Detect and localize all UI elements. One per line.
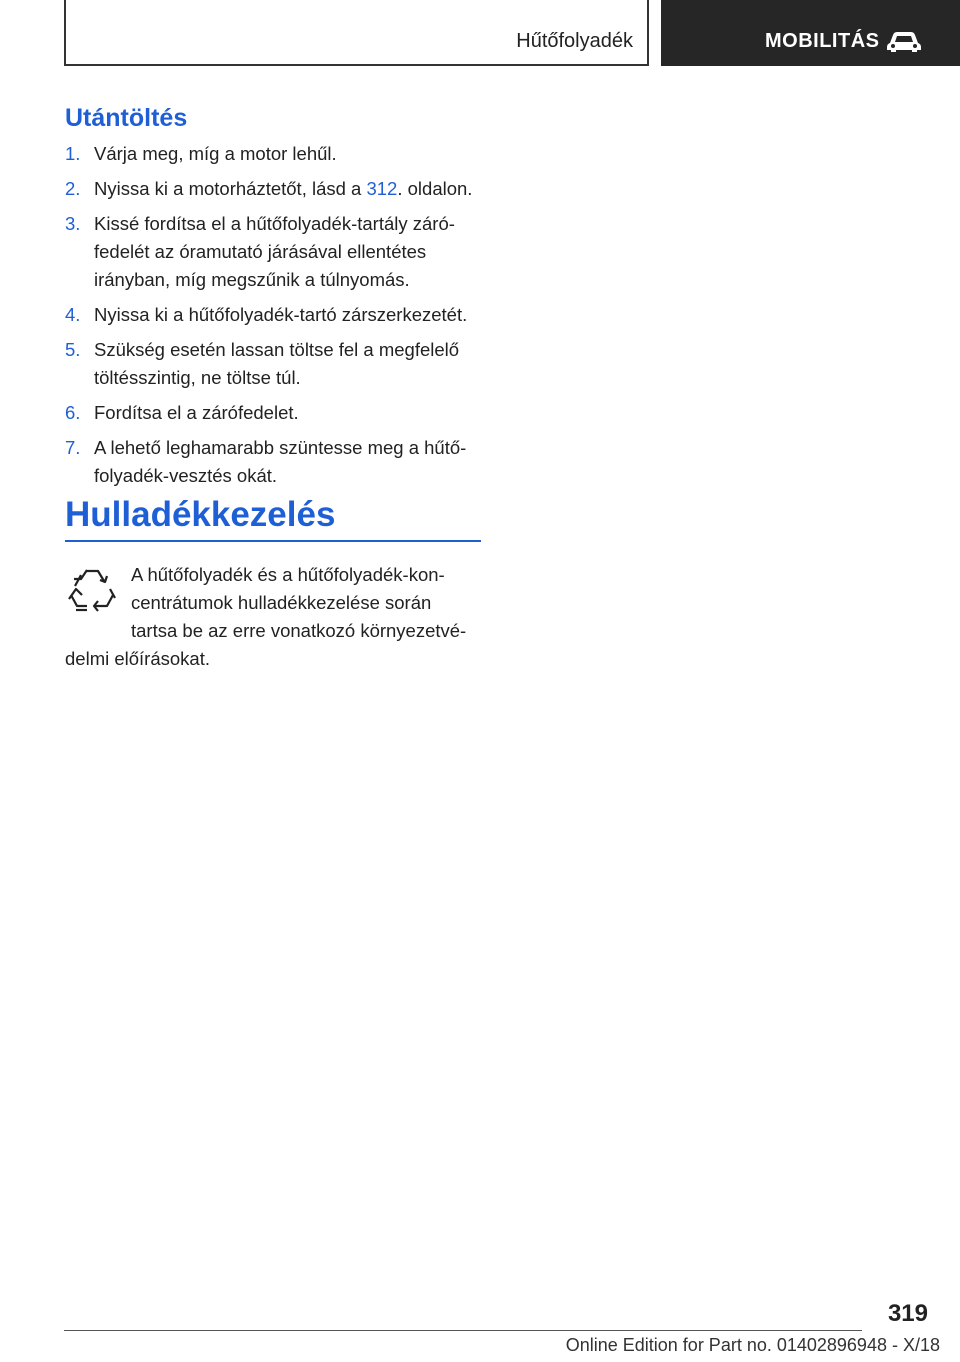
disposal-paragraph <box>65 561 485 673</box>
page-number: 319 <box>887 1300 928 1327</box>
step-item <box>65 399 485 427</box>
header-section-title: Hűtőfolyadék <box>516 30 633 52</box>
step-number: 2. <box>65 178 81 199</box>
disposal-text-line: centrátumok hulladékkezelése során <box>131 592 432 613</box>
step-item <box>65 175 485 203</box>
step-text: Kissé fordítsa el a hűtőfolyadék-tartály zárófedelét az óramutató járásával ellentétes irányban, míg megszűnik a túlnyomás. <box>94 213 455 290</box>
step-number: 5. <box>65 339 81 360</box>
step-text: Várja meg, míg a motor lehűl. <box>94 143 337 164</box>
step-text: A lehető leghamarabb szüntesse meg a hűtőfolyadék-vesztés okát. <box>94 437 467 486</box>
disposal-text-line: tartsa be az erre vonatkozó környezetvé‐ <box>131 620 467 641</box>
step-number: 1. <box>65 143 81 164</box>
step-item <box>65 210 485 294</box>
header-chapter-label: MOBILITÁS <box>765 30 880 52</box>
step-text: Nyissa ki a hűtőfolyadék-tartó zárszerkezetét. <box>94 304 468 325</box>
disposal-title-rule <box>65 540 481 542</box>
step-item <box>65 140 485 168</box>
step-text: Fordítsa el a zárófedelet. <box>94 402 299 423</box>
disposal-text-line: A hűtőfolyadék és a hűtőfolyadék-kon‐ <box>131 564 445 585</box>
step-number: 4. <box>65 304 81 325</box>
step-item <box>65 336 485 392</box>
footer-rule <box>64 1330 862 1331</box>
step-text: . oldalon. <box>397 178 473 199</box>
step-number: 6. <box>65 402 81 423</box>
car-icon <box>885 28 923 54</box>
footer-edition: Online Edition for Part no. 01402896948 - X/18 <box>565 1335 940 1355</box>
step-item <box>65 301 485 329</box>
step-number: 3. <box>65 213 81 234</box>
header-chapter-box <box>661 0 960 66</box>
step-number: 7. <box>65 437 81 458</box>
disposal-title: Hulladékkezelés <box>65 495 336 534</box>
header-section-box <box>64 0 649 66</box>
refill-steps <box>65 140 485 497</box>
disposal-text-line: delmi előírásokat. <box>65 648 210 669</box>
step-text: Nyissa ki a motorháztetőt, lásd a <box>94 178 367 199</box>
page-reference-link[interactable]: 312 <box>366 178 398 199</box>
step-item <box>65 434 485 490</box>
refill-title: Utántöltés <box>65 104 188 132</box>
step-text: Szükség esetén lassan töltse fel a megfelelő töltésszintig, ne töltse túl. <box>94 339 460 388</box>
